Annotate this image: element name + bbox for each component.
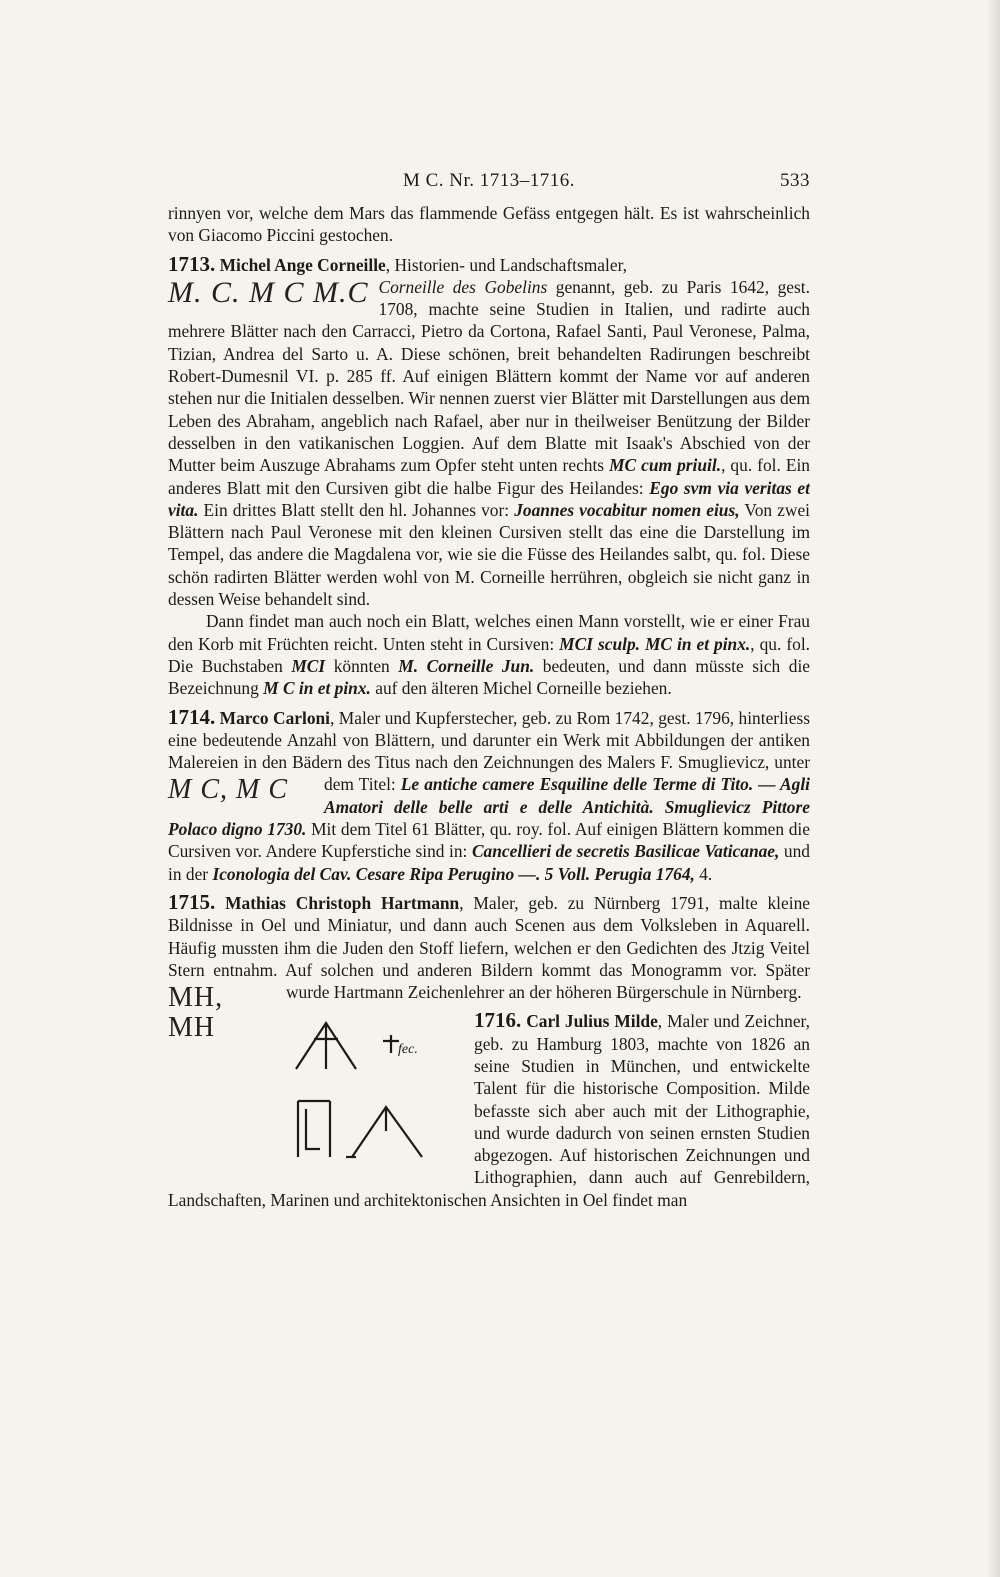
entry-text: , Maler und Zeichner, geb. zu Hamburg 1803, machte von 1826 an seine Studien in München, und entwickelte Talent für die historische Composition. Milde befasste sich aber auch mit der Lithographie, und wurde dadurch von seinen ernsten Studien abgezogen. Auf historischen Zeichnungen und Lithographien, dann auch auf Genrebildern, Landschaften, Marinen und architektonischen Ansichten in Oel findet man bbox=[168, 1011, 810, 1210]
entry-text: bedeuten, und dann müsste sich die Bezeichnung bbox=[168, 655, 810, 699]
entry-text: , Maler und Kupferstecher, geb. zu Rom 1742, gest. 1796, hinterliess eine bedeutende Anzahl von Blättern, und darunter ein Werk mit Abbildungen der antiken Malereien in den Bädern des Titus nach den Zeichnungen des Malers F. Smuglievicz, unter dem Titel: bbox=[168, 707, 810, 795]
entry-text: Ein drittes Blatt stellt den hl. Johannes vor: bbox=[198, 499, 515, 520]
entry-text-italic: Ego svm via veritas et vita. bbox=[168, 477, 810, 520]
entry-text-italic: M C in et pinx. bbox=[263, 678, 371, 699]
monogram-milde-drawing bbox=[286, 1009, 466, 1169]
running-head-title: M C. Nr. 1713–1716. bbox=[402, 170, 576, 191]
entry-text: , Maler, geb. zu Nürnberg 1791, malte kleine Bildnisse in Oel und Miniatur, und dann auch Scenen aus dem Volksleben in Aquarell. Häufig mussten ihm die Juden den Stoff liefern, welchen er den Gedichten des Jtzig Veitel Stern entnahm. Auf solchen und anderen Bildern kommt das Monogramm vor. Später wurde Hartmann Zeichenlehrer an der höheren Bürgerschule in Nürnberg. bbox=[168, 892, 810, 1003]
entry-text: und in der bbox=[168, 841, 811, 884]
monogram-fec-text: fec. bbox=[398, 1042, 418, 1058]
monogram-corneille: M. C. M C M.C bbox=[168, 275, 369, 309]
entry-number: 1716. bbox=[474, 1008, 522, 1033]
entry-text: Dann findet man auch noch ein Blatt, welches einen Mann vorstellt, wie er einer Frau den Korb mit Früchten reicht. Unten steht in Cursiven: bbox=[168, 611, 810, 654]
entry-text: , qu. fol. Die Buchstaben bbox=[168, 633, 810, 676]
entry-text: genannt, geb. zu Paris 1642, gest. 1708, machte seine Studien in Italien, und radirte auch mehrere Blätter nach den Carracci, Pietro da Cortona, Rafael Santi, Paul Veronese, Palma, Tizian, Andrea del Sarto u. A. Diese schönen, breit behandelten Radirungen beschreibt Robert-Dumesnil VI. p. 285 ff. Auf einigen Blättern kommt der Name vor auf anderen stehen nur die Initialen desselben. Wir nennen zuerst vier Blätter mit Darstellungen aus dem Leben des Abraham, angeblich nach Rafael, aber nur in theilweiser Benützung der Bilder desselben in den vatikanischen Loggien. Auf dem Blatte mit Isaak's Abschied von der Mutter beim Auszuge Abrahams zum Opfer steht unten rechts bbox=[168, 276, 810, 476]
artist-name: Michel Ange Corneille bbox=[219, 254, 386, 275]
entry-text-italic: M. Corneille Jun. bbox=[398, 655, 535, 676]
entry-text: 4. bbox=[694, 863, 713, 884]
entry-text-italic: Cancellieri de secretis Basilicae Vaticanae, bbox=[471, 841, 780, 862]
entry-text: könnten bbox=[325, 655, 399, 676]
page-number: 533 bbox=[780, 170, 810, 191]
entry-text-italic: MC cum priuil. bbox=[609, 455, 722, 476]
artist-name: Marco Carloni bbox=[219, 707, 331, 728]
entry-text-italic: Le antiche camere Esquiline delle Terme di Tito. — Agli Amatori delle belle arti e delle Antichità. Smuglievicz Pittore Polaco digno 1730. bbox=[168, 774, 810, 840]
entry-text-italic: Corneille des Gobelins bbox=[378, 276, 548, 297]
artist-name: Mathias Christoph Hartmann bbox=[225, 892, 460, 913]
monogram-milde bbox=[286, 1009, 466, 1169]
entry-text: , Historien- und Landschaftsmaler, bbox=[385, 254, 628, 275]
entry-text-italic: MCI bbox=[291, 655, 326, 676]
running-head bbox=[168, 158, 810, 191]
book-page bbox=[168, 158, 810, 1211]
entry-text: Von zwei Blättern nach Paul Veronese mit den kleinen Cursiven stellt das eine die Darstellung im Tempel, das andere die Magdalena vor, wie sie die Füsse des Heilandes salbt, qu. fol. Diese schön radirten Blätter werden wohl von M. Corneille herrühren, obgleich sie nicht ganz in dessen Weise behandelt sind. bbox=[168, 499, 810, 610]
entry-number: 1713. bbox=[168, 251, 216, 276]
entry-1713 bbox=[168, 253, 810, 700]
entry-text: auf den älteren Michel Corneille beziehen. bbox=[370, 678, 672, 699]
entry-number: 1714. bbox=[168, 704, 216, 729]
entry-text-italic: MCI sculp. MC in et pinx. bbox=[559, 633, 751, 654]
entry-1714 bbox=[168, 706, 810, 885]
artist-name: Carl Julius Milde bbox=[526, 1011, 658, 1032]
entry-text: , qu. fol. Ein anderes Blatt mit den Cursiven gibt die halbe Figur des Heilandes: bbox=[168, 455, 811, 498]
entry-text: Mit dem Titel 61 Blätter, qu. roy. fol. Auf einigen Blättern kommen die Cursiven vor. Andere Kupferstiche sind in: bbox=[168, 819, 810, 862]
monogram-hartmann: MH, MH bbox=[168, 982, 224, 1044]
page-edge-shadow bbox=[986, 0, 1000, 1577]
monogram-carloni: M C, M C bbox=[168, 774, 288, 806]
entry-text-italic: Joannes vocabitur nomen eius, bbox=[514, 499, 740, 520]
entry-text-italic: Iconologia del Cav. Cesare Ripa Perugino —. 5 Voll. Perugia 1764, bbox=[212, 863, 695, 884]
entry-number: 1715. bbox=[168, 889, 216, 914]
lead-paragraph: rinnyen vor, welche dem Mars das flammende Gefäss entgegen hält. Es ist wahrscheinlich von Giacomo Piccini gestochen. bbox=[168, 203, 810, 246]
